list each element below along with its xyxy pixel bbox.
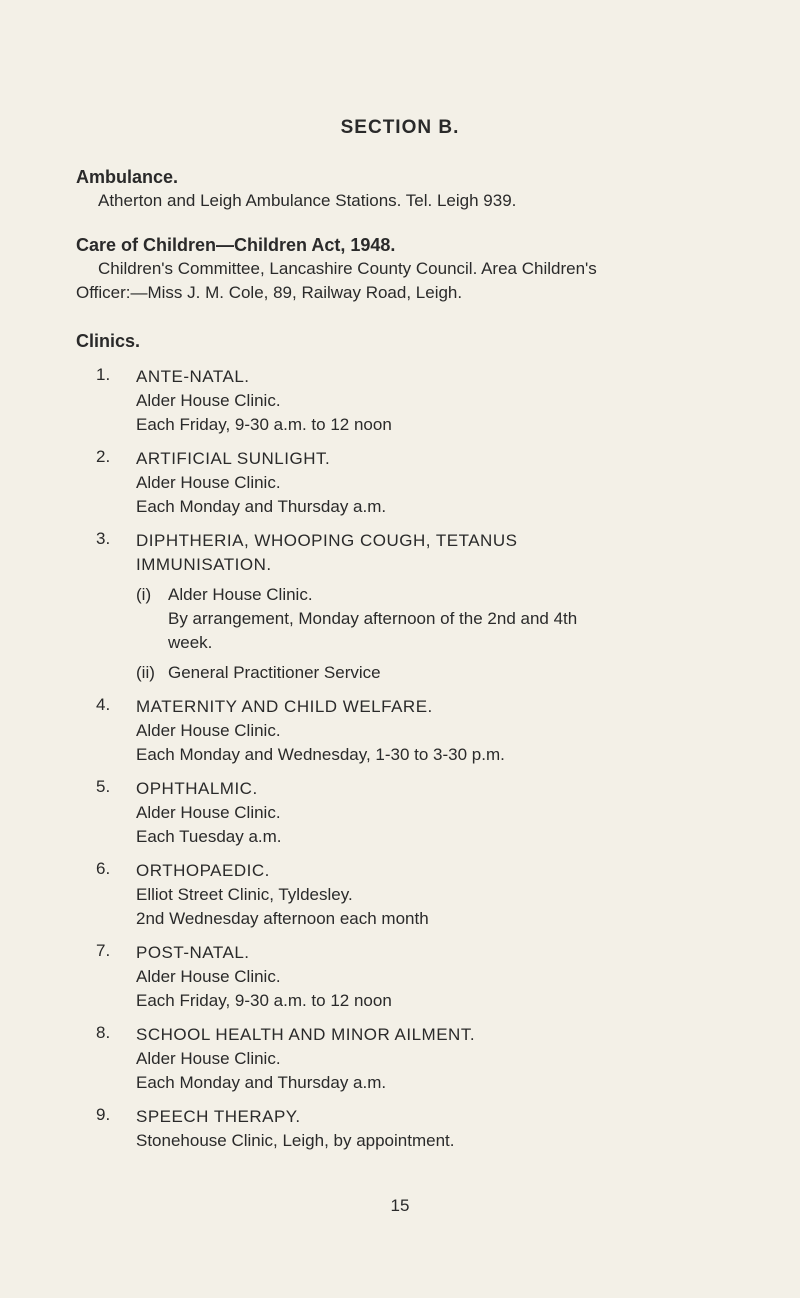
clinic-item bbox=[96, 941, 776, 1013]
clinic-number: 3. bbox=[96, 529, 111, 548]
clinic-detail-line: Alder House Clinic. bbox=[136, 721, 281, 740]
clinic-item bbox=[96, 695, 776, 767]
ambulance-section bbox=[76, 165, 766, 213]
clinic-number: 1. bbox=[96, 365, 111, 384]
clinics-heading: Clinics. bbox=[76, 331, 141, 351]
clinic-detail-line: Stonehouse Clinic, Leigh, by appointment. bbox=[136, 1131, 455, 1150]
clinics-heading-block bbox=[76, 329, 766, 353]
clinic-title: SCHOOL HEALTH AND MINOR AILMENT. bbox=[136, 1025, 476, 1044]
clinic-detail-line: Alder House Clinic. bbox=[136, 803, 281, 822]
clinic-detail-line: Each Monday and Thursday a.m. bbox=[136, 1073, 387, 1092]
clinic-item bbox=[96, 529, 776, 685]
clinic-title: ANTE-NATAL. bbox=[136, 367, 250, 386]
ambulance-text: Atherton and Leigh Ambulance Stations. Tel. Leigh 939. bbox=[98, 191, 517, 210]
subitem-label: (ii) bbox=[136, 663, 155, 682]
clinic-title: ORTHOPAEDIC. bbox=[136, 861, 270, 880]
clinic-number: 5. bbox=[96, 777, 111, 796]
clinic-detail-line: Each Monday and Wednesday, 1-30 to 3-30 p.m. bbox=[136, 745, 505, 764]
clinic-detail-line: 2nd Wednesday afternoon each month bbox=[136, 909, 429, 928]
subitem-line: week. bbox=[168, 633, 213, 652]
clinic-detail-line: Alder House Clinic. bbox=[136, 967, 281, 986]
clinic-number: 6. bbox=[96, 859, 111, 878]
clinics-list bbox=[96, 365, 776, 1163]
clinic-detail-line: Each Friday, 9-30 a.m. to 12 noon bbox=[136, 991, 392, 1010]
care-line-2: Officer:—Miss J. M. Cole, 89, Railway Road, Leigh. bbox=[76, 283, 463, 302]
clinic-item bbox=[96, 1023, 776, 1095]
clinic-detail-line: Elliot Street Clinic, Tyldesley. bbox=[136, 885, 353, 904]
clinic-title: MATERNITY AND CHILD WELFARE. bbox=[136, 697, 433, 716]
subitem-label: (i) bbox=[136, 585, 152, 604]
care-heading: Care of Children—Children Act, 1948. bbox=[76, 235, 396, 255]
clinic-item bbox=[96, 859, 776, 931]
clinic-title: SPEECH THERAPY. bbox=[136, 1107, 301, 1126]
section-title: SECTION B. bbox=[340, 117, 460, 138]
care-line-1: Children's Committee, Lancashire County Council. Area Children's bbox=[98, 259, 597, 278]
clinic-detail-line: Each Friday, 9-30 a.m. to 12 noon bbox=[136, 415, 392, 434]
clinic-item bbox=[96, 777, 776, 849]
clinic-detail-line: Alder House Clinic. bbox=[136, 391, 281, 410]
page-number: 15 bbox=[390, 1196, 410, 1215]
clinic-title-continued: IMMUNISATION. bbox=[136, 555, 272, 574]
clinic-number: 7. bbox=[96, 941, 111, 960]
clinic-item bbox=[96, 447, 776, 519]
subitem-line: Alder House Clinic. bbox=[168, 585, 313, 604]
care-of-children-section bbox=[76, 233, 766, 305]
clinic-number: 8. bbox=[96, 1023, 111, 1042]
clinic-title: OPHTHALMIC. bbox=[136, 779, 258, 798]
clinic-item bbox=[96, 1105, 776, 1153]
clinic-number: 9. bbox=[96, 1105, 111, 1124]
clinic-subitem bbox=[136, 661, 776, 685]
subitem-line: General Practitioner Service bbox=[168, 663, 381, 682]
clinic-detail-line: Each Monday and Thursday a.m. bbox=[136, 497, 387, 516]
clinic-title: POST-NATAL. bbox=[136, 943, 250, 962]
clinic-detail-line: Each Tuesday a.m. bbox=[136, 827, 282, 846]
clinic-subitem bbox=[136, 583, 776, 655]
clinic-detail-line: Alder House Clinic. bbox=[136, 473, 281, 492]
subitem-line: By arrangement, Monday afternoon of the 2nd and 4th bbox=[168, 609, 578, 628]
clinic-title: ARTIFICIAL SUNLIGHT. bbox=[136, 449, 331, 468]
clinic-item bbox=[96, 365, 776, 437]
clinic-detail-line: Alder House Clinic. bbox=[136, 1049, 281, 1068]
clinic-number: 4. bbox=[96, 695, 111, 714]
clinic-title: DIPHTHERIA, WHOOPING COUGH, TETANUS bbox=[136, 531, 518, 550]
clinic-number: 2. bbox=[96, 447, 111, 466]
ambulance-heading: Ambulance. bbox=[76, 167, 179, 187]
